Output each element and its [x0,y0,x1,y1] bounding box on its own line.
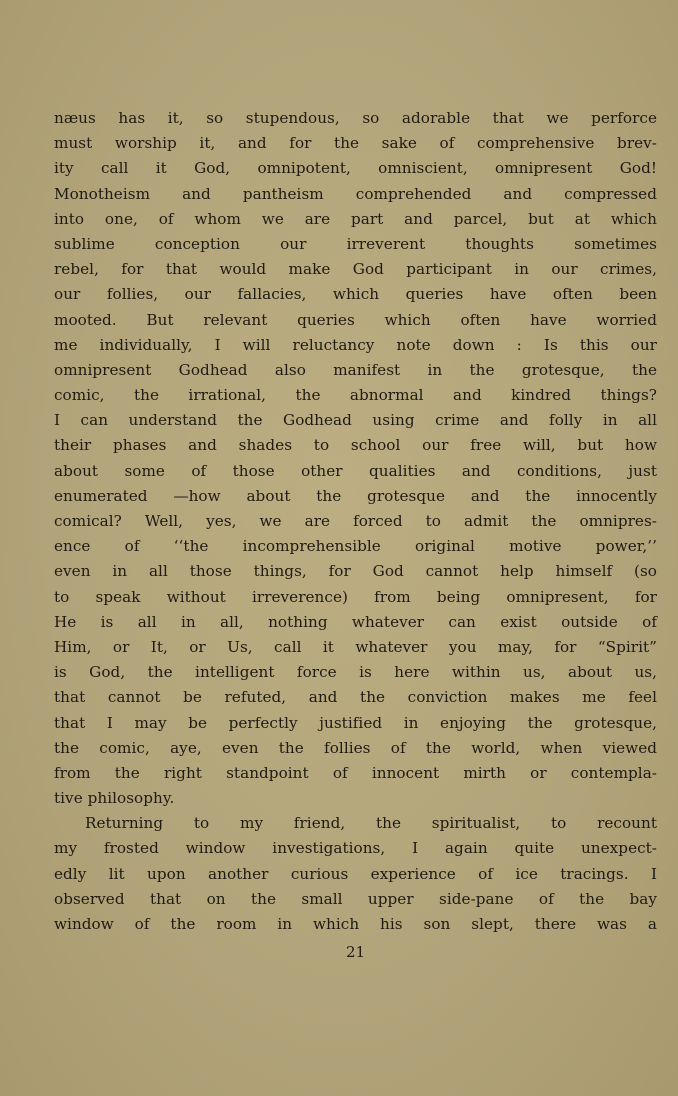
text-line: is God, the intelligent force is here within us, about us, [54,663,657,682]
text-line: my frosted window investigations, I again quite unexpect- [54,839,657,858]
page-body-text [54,106,657,937]
text-line: me individually, I will reluctancy note down : Is this our [54,335,657,354]
text-line: that cannot be refuted, and the conviction makes me feel [54,688,657,707]
text-line: sublime conception our irreverent thoughts sometimes [54,234,657,253]
text-line: from the right standpoint of innocent mirth or contempla- [54,763,657,782]
paragraph-first-line: Returning to my friend, the spiritualist, to recount [85,814,657,833]
text-line: to speak without irreverence) from being omnipresent, for [54,587,657,606]
text-line: I can understand the Godhead using crime and folly in all [54,411,657,430]
text-line: omnipresent Godhead also manifest in the grotesque, the [54,360,657,379]
text-line: that I may be perfectly justified in enjoying the grotesque, [54,713,657,732]
text-line: our follies, our fallacies, which queries have often been [54,285,657,304]
text-line: even in all those things, for God cannot help himself (so [54,562,657,581]
text-line: into one, of whom we are part and parcel, but at which [54,209,657,228]
text-line: edly lit upon another curious experience of ice tracings. I [54,864,657,883]
text-line: næus has it, so stupendous, so adorable that we perforce [54,109,657,127]
text-line: window of the room in which his son slept, there was a [54,915,657,933]
text-line: He is all in all, nothing whatever can exist outside of [54,612,657,631]
text-line: observed that on the small upper side-pane of the bay [54,889,657,908]
paragraph-last-line: tive philosophy. [54,789,175,808]
text-line: about some of those other qualities and conditions, just [54,461,657,480]
text-line: comic, the irrational, the abnormal and kindred things? [54,386,657,405]
text-line: the comic, aye, even the follies of the world, when viewed [54,738,657,757]
text-line: must worship it, and for the sake of comprehensive brev- [54,134,657,153]
text-line: mooted. But relevant queries which often have worried [54,310,657,329]
text-line: ence of ‘‘the incomprehensible original motive power,’’ [54,537,657,556]
text-line: ity call it God, omnipotent, omniscient, omnipresent God! [54,159,657,178]
text-line: comical? Well, yes, we are forced to admit the omnipres- [54,512,657,530]
text-line: their phases and shades to school our free will, but how [54,436,657,455]
page-number: 21 [345,943,366,961]
text-line: rebel, for that would make God participant in our crimes, [54,260,657,279]
text-line: Him, or It, or Us, call it whatever you may, for “Spirit” [54,637,657,656]
text-line: Monotheism and pantheism comprehended and compressed [54,184,657,203]
text-line: enumerated —how about the grotesque and the innocently [54,486,657,505]
